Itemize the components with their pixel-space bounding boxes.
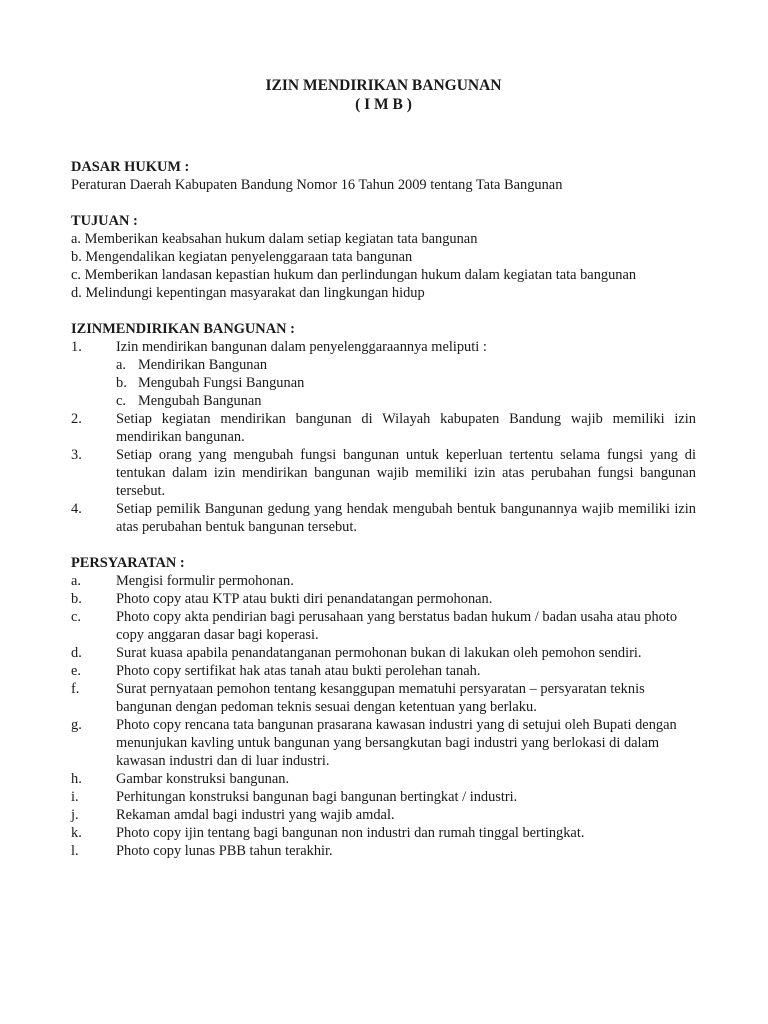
sub-list-item [71, 356, 696, 374]
sub-list-item-text: Mendirikan Bangunan [138, 357, 268, 373]
list-item: a. Memberikan keabsahan hukum dalam setiap kegiatan tata bangunan [71, 231, 478, 247]
list-marker: j. [71, 807, 79, 823]
list-marker: a. [71, 573, 81, 589]
list-item: b. Mengendalikan kegiatan penyelenggaraan tata bangunan [71, 249, 413, 265]
list-marker: h. [71, 771, 82, 787]
sub-list-marker: b. [116, 375, 127, 391]
list-marker: d. [71, 645, 82, 661]
list-item-text: Surat kuasa apabila penandatanganan permohonan bukan di lakukan oleh pemohon sendiri. [116, 645, 642, 661]
sub-list-item-text: Mengubah Fungsi Bangunan [138, 375, 305, 391]
list-item-text: Photo copy rencana tata bangunan prasarana kawasan industri yang di setujui oleh Bupati dengan menunjukan kavling untuk bangunan yang bersangkutan bagi industri yang berlokasi di dalam kawasan industri dan di luar industri. [116, 717, 677, 769]
sub-list-marker: a. [116, 357, 126, 373]
spacer [71, 114, 696, 158]
list-item-text: Perhitungan konstruksi bangunan bagi bangunan bertingkat / industri. [116, 789, 518, 805]
list-item [71, 446, 696, 500]
list-marker: l. [71, 843, 79, 859]
list-marker: c. [71, 609, 81, 625]
sub-list-marker: c. [116, 393, 126, 409]
list-item [71, 824, 696, 842]
section-tujuan [71, 212, 696, 302]
list-item [71, 662, 696, 680]
list-item-text: Mengisi formulir permohonan. [116, 573, 294, 589]
list-item [71, 716, 696, 770]
list-marker: b. [71, 591, 82, 607]
list-marker: i. [71, 789, 79, 805]
list-item [71, 770, 696, 788]
sub-list-item-text: Mengubah Bangunan [138, 393, 262, 409]
list-item: d. Melindungi kepentingan masyarakat dan lingkungan hidup [71, 285, 425, 301]
section-heading: IZINMENDIRIKAN BANGUNAN : [71, 321, 295, 337]
section-text: Peraturan Daerah Kabupaten Bandung Nomor 16 Tahun 2009 tentang Tata Bangunan [71, 177, 563, 193]
list-item-text: Photo copy atau KTP atau bukti diri penandatangan permohonan. [116, 591, 493, 607]
list-item [71, 500, 696, 536]
section-heading: TUJUAN : [71, 213, 138, 229]
spacer [71, 302, 696, 320]
spacer [71, 536, 696, 554]
document-page [71, 76, 696, 860]
list-marker: e. [71, 663, 81, 679]
list-item [71, 608, 696, 644]
list-item-text: Photo copy akta pendirian bagi perusahaan yang berstatus badan hukum / badan usaha atau photo copy anggaran dasar bagi koperasi. [116, 609, 678, 643]
document-title: IZIN MENDIRIKAN BANGUNAN [265, 77, 502, 94]
list-item [71, 590, 696, 608]
section-dasar-hukum [71, 158, 696, 194]
list-marker: 2. [71, 411, 82, 427]
list-item [71, 680, 696, 716]
list-item-text: Photo copy lunas PBB tahun terakhir. [116, 843, 333, 859]
document-subtitle: ( I M B ) [355, 96, 412, 113]
list-marker: f. [71, 681, 80, 697]
list-item-text: Setiap pemilik Bangunan gedung yang hendak mengubah bentuk bangunannya wajib memiliki izin atas perubahan bentuk bangunan tersebut. [116, 501, 696, 535]
list-item-text: Setiap orang yang mengubah fungsi bangunan untuk keperluan tertentu selama fungsi yang di tentukan dalam izin mendirikan bangunan wajib memiliki izin atas perubahan fungsi bangunan tersebut. [116, 447, 696, 499]
list-item-text: Photo copy sertifikat hak atas tanah atau bukti perolehan tanah. [116, 663, 481, 679]
list-marker: k. [71, 825, 82, 841]
list-item-text: Gambar konstruksi bangunan. [116, 771, 290, 787]
list-item-text: Setiap kegiatan mendirikan bangunan di Wilayah kabupaten Bandung wajib memiliki izin mendirikan bangunan. [116, 411, 696, 445]
section-persyaratan [71, 554, 696, 860]
list-item-text: Rekaman amdal bagi industri yang wajib amdal. [116, 807, 395, 823]
section-heading: PERSYARATAN : [71, 555, 185, 571]
list-marker: 1. [71, 339, 82, 355]
section-izin-mendirikan-bangunan [71, 320, 696, 536]
sub-list-item [71, 392, 696, 410]
sub-list-item [71, 374, 696, 392]
list-item [71, 806, 696, 824]
list-marker: 3. [71, 447, 82, 463]
list-marker: 4. [71, 501, 82, 517]
spacer [71, 194, 696, 212]
list-item-text: Surat pernyataan pemohon tentang kesanggupan mematuhi persyaratan – persyaratan teknis bangunan dengan pedoman teknis sesuai dengan ketentuan yang berlaku. [116, 681, 645, 715]
list-item: c. Memberikan landasan kepastian hukum dan perlindungan hukum dalam kegiatan tata bangunan [71, 267, 637, 283]
list-item [71, 572, 696, 590]
list-item [71, 788, 696, 806]
list-item [71, 338, 696, 356]
section-heading: DASAR HUKUM : [71, 159, 190, 175]
list-item [71, 410, 696, 446]
list-item [71, 644, 696, 662]
list-item-text: Izin mendirikan bangunan dalam penyelenggaraannya meliputi : [116, 339, 487, 355]
list-item-text: Photo copy ijin tentang bagi bangunan non industri dan rumah tinggal bertingkat. [116, 825, 585, 841]
list-marker: g. [71, 717, 82, 733]
list-item [71, 842, 696, 860]
